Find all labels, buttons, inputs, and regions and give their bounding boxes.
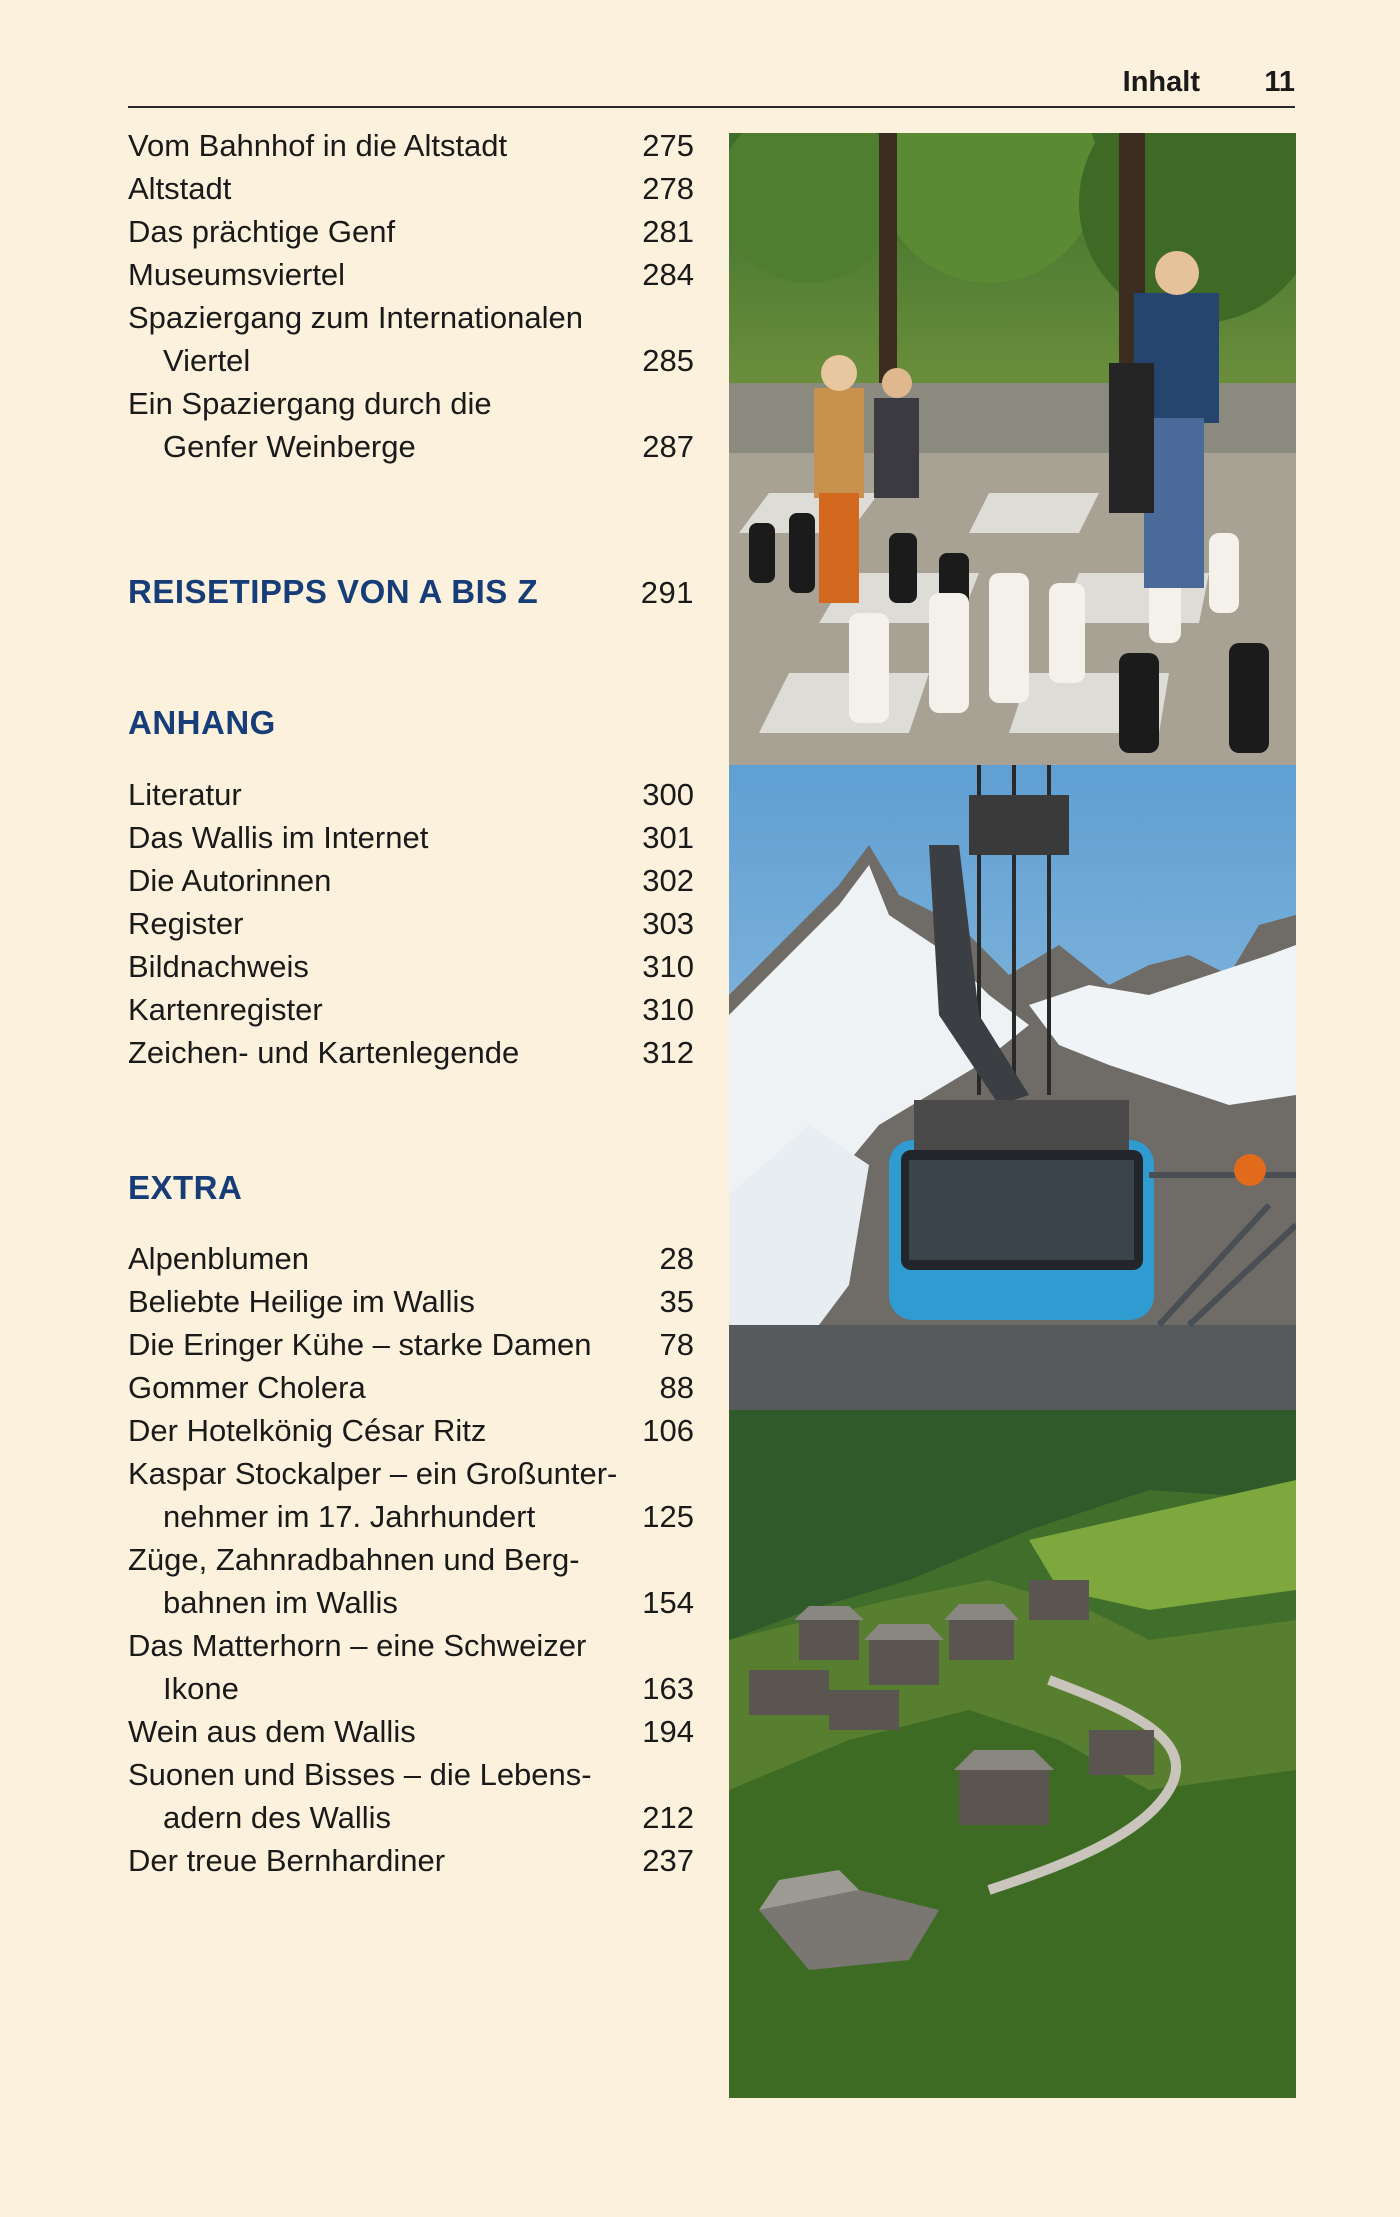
extra-entry-title bbox=[128, 1624, 642, 1710]
toc-entry[interactable] bbox=[128, 253, 694, 296]
entry-title-line: Ein Spaziergang durch die bbox=[128, 386, 492, 421]
toc-entry-title bbox=[128, 210, 642, 253]
entry-title-line: Die Eringer Kühe – starke Damen bbox=[128, 1327, 592, 1362]
anhang-title: ANHANG bbox=[128, 704, 276, 741]
reisetipps-page: 291 bbox=[640, 575, 694, 610]
extra-entry[interactable] bbox=[128, 1710, 694, 1753]
anhang-list bbox=[128, 773, 694, 1074]
extra-entry-page: 163 bbox=[642, 1671, 694, 1706]
entry-title-line: Museumsviertel bbox=[128, 257, 346, 292]
cable-car-gondola-photo bbox=[729, 765, 1296, 1410]
toc-entry-title bbox=[128, 253, 642, 296]
extra-entry-page: 28 bbox=[659, 1241, 694, 1276]
table-of-contents bbox=[128, 124, 694, 1882]
entry-title-line: Altstadt bbox=[128, 171, 232, 206]
entry-title-line: Der Hotelkönig César Ritz bbox=[128, 1413, 487, 1448]
toc-entry-page: 275 bbox=[642, 128, 694, 163]
anhang-entry-page: 303 bbox=[642, 906, 694, 941]
toc-entry-page: 278 bbox=[642, 171, 694, 206]
entry-title-line: Kartenregister bbox=[128, 992, 323, 1027]
anhang-entry[interactable] bbox=[128, 945, 694, 988]
entry-title-line: Das Wallis im Internet bbox=[128, 820, 429, 855]
entry-title-continuation: Ikone bbox=[163, 1671, 239, 1706]
extra-entry[interactable] bbox=[128, 1323, 694, 1366]
anhang-entry-page: 300 bbox=[642, 777, 694, 812]
extra-entry-page: 78 bbox=[659, 1327, 694, 1362]
extra-entry-page: 125 bbox=[642, 1499, 694, 1534]
extra-entry[interactable] bbox=[128, 1280, 694, 1323]
extra-list bbox=[128, 1237, 694, 1882]
extra-entry-page: 237 bbox=[642, 1843, 694, 1878]
toc-entry[interactable] bbox=[128, 167, 694, 210]
running-header bbox=[128, 60, 1295, 108]
extra-entry-title bbox=[128, 1366, 660, 1409]
toc-entry-page: 284 bbox=[642, 257, 694, 292]
anhang-entry-title bbox=[128, 1031, 642, 1074]
extra-entry-page: 154 bbox=[642, 1585, 694, 1620]
entry-title-continuation: bahnen im Wallis bbox=[163, 1585, 398, 1620]
toc-entry-page: 287 bbox=[642, 429, 694, 464]
toc-entry-page: 285 bbox=[642, 343, 694, 378]
extra-title: EXTRA bbox=[128, 1169, 243, 1206]
anhang-entry-title bbox=[128, 816, 642, 859]
entry-title-line: Die Autorinnen bbox=[128, 863, 332, 898]
entry-title-line: Beliebte Heilige im Wallis bbox=[128, 1284, 475, 1319]
anhang-entry[interactable] bbox=[128, 988, 694, 1031]
toc-entry-title bbox=[128, 167, 642, 210]
photo-column bbox=[729, 133, 1296, 2098]
entry-title-line: Spaziergang zum Internationalen bbox=[128, 300, 583, 335]
entry-title-line: Züge, Zahnradbahnen und Berg- bbox=[128, 1542, 580, 1577]
extra-entry-page: 194 bbox=[642, 1714, 694, 1749]
toc-entry[interactable] bbox=[128, 382, 694, 468]
entry-title-continuation: adern des Wallis bbox=[163, 1800, 392, 1835]
anhang-entry-page: 312 bbox=[642, 1035, 694, 1070]
extra-entry-title bbox=[128, 1538, 642, 1624]
extra-entry[interactable] bbox=[128, 1538, 694, 1624]
anhang-entry[interactable] bbox=[128, 773, 694, 816]
extra-entry-title bbox=[128, 1452, 642, 1538]
extra-entry-page: 106 bbox=[642, 1413, 694, 1448]
extra-entry-title bbox=[128, 1753, 642, 1839]
entry-title-line: Vom Bahnhof in die Altstadt bbox=[128, 128, 508, 163]
anhang-entry-page: 310 bbox=[642, 949, 694, 984]
entry-title-line: Alpenblumen bbox=[128, 1241, 309, 1276]
entry-title-line: Literatur bbox=[128, 777, 242, 812]
entry-title-continuation: Viertel bbox=[163, 343, 251, 378]
entry-title-line: Wein aus dem Wallis bbox=[128, 1714, 416, 1749]
extra-entry[interactable] bbox=[128, 1366, 694, 1409]
entry-title-continuation: nehmer im 17. Jahrhundert bbox=[163, 1499, 536, 1534]
toc-entry[interactable] bbox=[128, 124, 694, 167]
toc-entry[interactable] bbox=[128, 296, 694, 382]
extra-entry[interactable] bbox=[128, 1452, 694, 1538]
anhang-entry-title bbox=[128, 902, 642, 945]
extra-entry[interactable] bbox=[128, 1237, 694, 1280]
entry-title-line: Das Matterhorn – eine Schweizer bbox=[128, 1628, 587, 1663]
entry-title-line: Das prächtige Genf bbox=[128, 214, 396, 249]
anhang-entry-title bbox=[128, 859, 642, 902]
toc-entry-page: 281 bbox=[642, 214, 694, 249]
anhang-heading bbox=[128, 704, 694, 742]
extra-entry[interactable] bbox=[128, 1839, 694, 1882]
extra-entry-title bbox=[128, 1409, 642, 1452]
running-header-section: Inhalt bbox=[1122, 66, 1200, 98]
extra-entry-title bbox=[128, 1280, 660, 1323]
anhang-entry-page: 301 bbox=[642, 820, 694, 855]
anhang-entry[interactable] bbox=[128, 816, 694, 859]
anhang-entry-title bbox=[128, 773, 642, 816]
extra-entry[interactable] bbox=[128, 1624, 694, 1710]
anhang-entry[interactable] bbox=[128, 902, 694, 945]
extra-entry[interactable] bbox=[128, 1753, 694, 1839]
extra-entry-page: 212 bbox=[642, 1800, 694, 1835]
page-number: 11 bbox=[1264, 66, 1295, 98]
toc-top-list bbox=[128, 124, 694, 468]
anhang-entry[interactable] bbox=[128, 859, 694, 902]
entry-title-line: Register bbox=[128, 906, 244, 941]
entry-title-line: Gommer Cholera bbox=[128, 1370, 366, 1405]
extra-entry-page: 35 bbox=[659, 1284, 694, 1319]
extra-entry-title bbox=[128, 1839, 642, 1882]
entry-title-continuation: Genfer Weinberge bbox=[163, 429, 416, 464]
giant-chess-park-photo bbox=[729, 133, 1296, 765]
vineyard-village-photo bbox=[729, 1410, 1296, 2098]
extra-entry-title bbox=[128, 1710, 642, 1753]
reisetipps-title: REISETIPPS VON A BIS Z bbox=[128, 573, 539, 610]
extra-entry-title bbox=[128, 1237, 660, 1280]
entry-title-line: Zeichen- und Kartenlegende bbox=[128, 1035, 520, 1070]
anhang-entry-title bbox=[128, 945, 642, 988]
toc-entry-title bbox=[128, 124, 642, 167]
toc-entry[interactable] bbox=[128, 210, 694, 253]
toc-entry-title bbox=[128, 382, 642, 468]
reisetipps-heading[interactable] bbox=[128, 573, 694, 611]
entry-title-line: Der treue Bernhardiner bbox=[128, 1843, 446, 1878]
anhang-entry[interactable] bbox=[128, 1031, 694, 1074]
entry-title-line: Kaspar Stockalper – ein Großunter- bbox=[128, 1456, 618, 1491]
anhang-entry-title bbox=[128, 988, 642, 1031]
extra-entry[interactable] bbox=[128, 1409, 694, 1452]
entry-title-line: Suonen und Bisses – die Lebens- bbox=[128, 1757, 592, 1792]
anhang-entry-page: 310 bbox=[642, 992, 694, 1027]
extra-entry-page: 88 bbox=[659, 1370, 694, 1405]
extra-entry-title bbox=[128, 1323, 660, 1366]
toc-entry-title bbox=[128, 296, 642, 382]
entry-title-line: Bildnachweis bbox=[128, 949, 309, 984]
anhang-entry-page: 302 bbox=[642, 863, 694, 898]
extra-heading bbox=[128, 1169, 694, 1207]
